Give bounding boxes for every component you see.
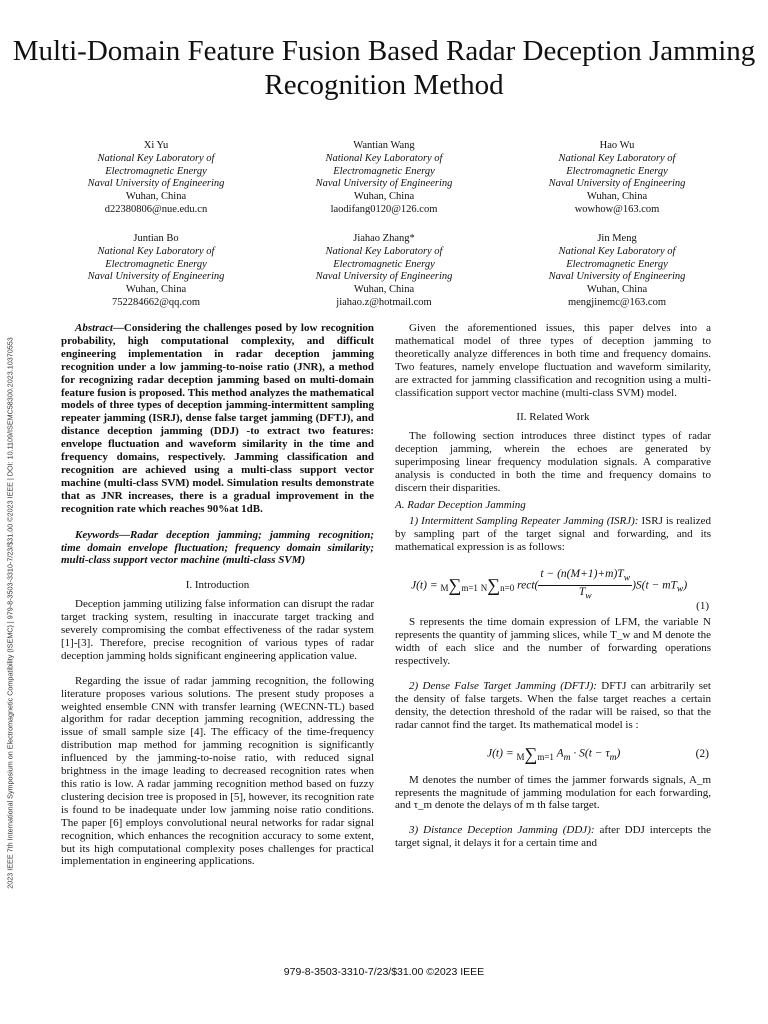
author-affiliation: Electromagnetic Energy — [566, 258, 668, 270]
author-name: Juntian Bo — [133, 233, 179, 244]
paper-title: Multi-Domain Feature Fusion Based Radar Deception Jamming Recognition Method — [12, 35, 756, 101]
equation-2 — [395, 738, 711, 772]
equation-number: (2) — [695, 747, 709, 760]
paragraph-heading: 1) Intermittent Sampling Repeater Jamming (ISRJ): — [409, 514, 639, 527]
author-affiliation: National Key Laboratory of — [325, 245, 443, 257]
paragraph — [395, 680, 711, 732]
abstract-label: Abstract — [75, 322, 113, 334]
paragraph: Given the aforementioned issues, this paper delves into a mathematical model of three types of deception jamming to theoretically analyze differences in both time and frequency domains. Two features, namely envelope fluctuation and waveform similarity, are extracted for jamming classification and recognition using a multi-classification support vector machine (multi-class SVM) model. — [395, 322, 711, 399]
abstract-text: —Considering the challenges posed by low recognition probability, high computational complexity, and difficult engineering implementation in radar deception jamming recognition under a low jamming-to-noise ratio (JNR), a method for recognizing radar deception jamming based on multi-domain feature fusion is proposed. This method analyzes the mathematical models of three types of deception jamming-intermittent sampling repeater jamming (ISRJ), dense false target jamming (DFTJ), and distance deception jamming (DDJ) -to extract two features: envelope fluctuation and waveform similarity in the time and frequency domains, respectively. Jamming classification and recognition are achieved using a multi-class support vector machine (multi-class SVM) model. Simulation results demonstrate that as JNR increases, there is a gradual improvement in the recognition rate which reaches 90%at 1dB. — [61, 322, 374, 515]
equation-body: J(t) = M∑m=1 $A_m \cdot S(t - \tau_m)$ — [487, 743, 621, 764]
author-name: Jin Meng — [597, 233, 637, 244]
author-city: Wuhan, China — [353, 284, 415, 296]
author-affiliation: Electromagnetic Energy — [333, 165, 435, 177]
paragraph — [395, 515, 711, 554]
author-affiliation: Naval University of Engineering — [548, 271, 686, 283]
author-city: Wuhan, China — [586, 191, 648, 203]
author-affiliation: National Key Laboratory of — [558, 152, 676, 164]
equation-number: (1) — [696, 599, 709, 612]
author-affiliation: Naval University of Engineering — [548, 178, 686, 190]
paragraph: S represents the time domain expression of LFM, the variable N represents the quantity of jamming slices, while T_w and M denote the width of each slice and the number of forwarding operations respectively. — [395, 616, 711, 668]
author-block — [517, 140, 717, 217]
author-city: Wuhan, China — [353, 191, 415, 203]
author-affiliation: Electromagnetic Energy — [105, 258, 207, 270]
author-affiliation: National Key Laboratory of — [97, 152, 215, 164]
right-column — [395, 322, 711, 850]
author-block — [284, 233, 484, 310]
author-email: wowhow@163.com — [574, 203, 660, 215]
author-affiliation: Naval University of Engineering — [87, 178, 225, 190]
author-affiliation: National Key Laboratory of — [97, 245, 215, 257]
author-city: Wuhan, China — [125, 191, 187, 203]
author-name: Hao Wu — [599, 140, 635, 151]
paragraph — [395, 824, 711, 850]
paragraph: M denotes the number of times the jammer forwards signals, A_m represents the magnitude of jamming modulation for each forwarding, and τ_m denote the delays of m th false target. — [395, 773, 711, 812]
keywords-label: Keywords — [75, 528, 119, 541]
author-block — [517, 233, 717, 310]
author-block — [284, 140, 484, 217]
section-heading: I. Introduction — [185, 579, 250, 592]
author-block — [56, 140, 256, 217]
paragraph-heading: 2) Dense False Target Jamming (DFTJ): — [409, 680, 597, 693]
author-email: jiahao.z@hotmail.com — [336, 296, 432, 308]
left-column — [61, 322, 374, 868]
author-block — [56, 233, 256, 310]
keywords — [61, 529, 374, 568]
author-email: mengjinemc@163.com — [567, 296, 667, 308]
paragraph-heading: 3) Distance Deception Jamming (DDJ): — [409, 824, 595, 837]
author-affiliation: Electromagnetic Energy — [566, 165, 668, 177]
author-affiliation: Naval University of Engineering — [87, 271, 225, 283]
author-affiliation: National Key Laboratory of — [325, 152, 443, 164]
paragraph: The following section introduces three distinct types of radar deception jamming, wherein the echoes are generated by superimposing linear frequency modulation signals. A comparative analysis is conducted in both the time and frequency domains to discern their disparities. — [395, 430, 711, 494]
author-affiliation: National Key Laboratory of — [558, 245, 676, 257]
paragraph-text: after DDJ intercepts the target signal, it delays it for a certain time and — [395, 824, 711, 850]
side-note — [3, 268, 17, 958]
equation-1 — [395, 560, 711, 600]
paragraph: Regarding the issue of radar jamming recognition, the following literature proposes various solutions. The present study proposes a weighted ensemble CNN with transfer learning (WECNN-TL) based algorithm for radar deception jamming recognition, addressing the issue of small sample size [4]. The efficacy of the time-frequency distribution map method for jamming recognition is significantly influenced by the jamming-to-noise ratio, with reduced signal brightness in the image leading to decreased recognition rates when this ratio is low. A radar jamming recognition method based on fuzzy clustering decision tree is proposed in [5], however, its recognition rate is found to be inadequate under low jamming noise ratio conditions. The paper [6] employs convolutional neural networks for radar signal recognition, which enhances the recognition accuracy to some extent, but its high computational complexity poses challenges for practical implementation in engineering applications. — [61, 674, 374, 868]
author-affiliation: Electromagnetic Energy — [105, 165, 207, 177]
author-affiliation: Naval University of Engineering — [315, 178, 453, 190]
paragraph-text: DFTJ can arbitrarily set the density of false targets. When the false target reaches a certain density, the detection threshold of the radar will be raised, so that the radar cannot find the target. Its mathematical model is : — [395, 680, 711, 731]
author-name: Wantian Wang — [353, 140, 415, 151]
paragraph-text: ISRJ is realized by sampling part of the target signal and forwarding, and its mathematical expression is as follows: — [395, 514, 711, 553]
keywords-text: —Radar deception jamming; jamming recognition; time domain envelope fluctuation; frequency domain similarity; multi-class support vector machine (multi-class SVM) — [61, 528, 374, 567]
section-heading: II. Related Work — [516, 411, 590, 424]
side-note-text: 2023 IEEE 7th International Symposium on Electromagnetic Compatibility (ISEMC) | 979-8-3503-3310-7/23/$31.00 ©2023 IEEE | DOI: 10.1109/ISEMC58300.2023.10370553 — [5, 337, 15, 889]
author-name: Jiahao Zhang* — [353, 233, 415, 244]
author-email: laodifang0120@126.com — [330, 203, 438, 215]
author-name: Xi Yu — [143, 140, 169, 151]
author-city: Wuhan, China — [125, 284, 187, 296]
author-affiliation: Electromagnetic Energy — [333, 258, 435, 270]
author-city: Wuhan, China — [586, 284, 648, 296]
paragraph: Deception jamming utilizing false information can disrupt the radar target tracking system, resulting in inaccurate target tracking and severely compromising the combat effectiveness of the radar system [1]-[3]. Therefore, precise recognition of various types of radar deception jamming holds significant engineering application value. — [61, 598, 374, 662]
author-affiliation: Naval University of Engineering — [315, 271, 453, 283]
subsection-heading: A. Radar Deception Jamming — [395, 498, 526, 511]
page-footer: 979-8-3503-3310-7/23/$31.00 ©2023 IEEE — [283, 966, 485, 978]
abstract — [61, 322, 374, 516]
author-email: d22380806@nue.edu.cn — [104, 203, 208, 215]
equation-body: J(t) = M∑m=1 N∑n=0 rect( $\frac{t - (n(M+1)+m)T_w}{T_w}$ )$S(t - mT_w)$ — [411, 567, 688, 601]
author-email: 752284662@qq.com — [111, 296, 201, 308]
